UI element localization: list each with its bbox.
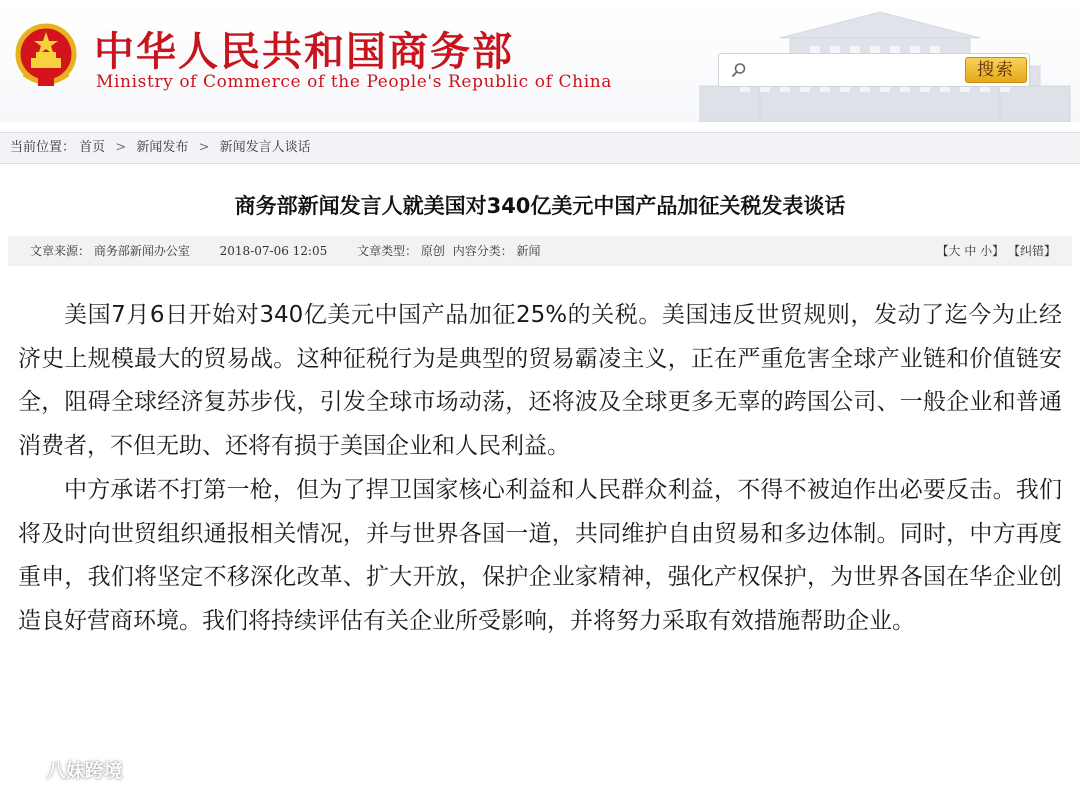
correction-link[interactable]: 【纠错】: [1007, 244, 1056, 258]
article-type: 文章类型： 原创: [357, 244, 445, 258]
search-icon: [731, 62, 747, 78]
search-box: [718, 53, 1030, 87]
article-paragraph: 中方承诺不打第一枪，但为了捍卫国家核心利益和人民群众利益，不得不被迫作出必要反击。我们将及时向世贸组织通报相关情况，并与世界各国一道，共同维护自由贸易和多边体制。同时，中方再度重申，我们将坚定不移深化改革、扩大开放，保护企业家精神，强化产权保护，为世界各国在华企业创造良好营商环境。我们将持续评估有关企业所受影响，并将努力采取有效措施帮助企业。: [18, 477, 1062, 634]
article-meta-bar: [8, 236, 1072, 266]
article-source: 文章来源： 商务部新闻办公室: [30, 244, 190, 258]
site-subtitle: Ministry of Commerce of the People's Republic of China: [96, 72, 613, 92]
breadcrumb-separator: >: [115, 140, 127, 155]
watermark: [10, 756, 123, 785]
watermark-text: 八妹跨境: [46, 760, 123, 782]
watermark-logo-icon: [10, 759, 36, 785]
search-input[interactable]: [755, 58, 960, 82]
article-body: [18, 294, 1062, 644]
breadcrumb-label: 当前位置：: [10, 140, 76, 155]
national-emblem-icon: [14, 22, 78, 90]
site-header: [0, 0, 1080, 122]
breadcrumb-spokesperson-talk[interactable]: 新闻发言人谈话: [219, 140, 311, 155]
search-button[interactable]: 搜索: [965, 57, 1027, 83]
breadcrumb-news-release[interactable]: 新闻发布: [136, 140, 189, 155]
breadcrumb-home[interactable]: 首页: [79, 140, 106, 155]
breadcrumb-separator: >: [198, 140, 210, 155]
breadcrumb: [0, 132, 1080, 164]
site-title: 中华人民共和国商务部: [94, 29, 514, 75]
article-date: 2018-07-06 12:05: [219, 244, 328, 258]
article-title: 商务部新闻发言人就美国对340亿美元中国产品加征关税发表谈话: [234, 194, 846, 218]
font-size-toggle[interactable]: 【大 中 小】: [936, 244, 1005, 258]
article-category: 内容分类： 新闻: [452, 244, 541, 258]
article-paragraph: 美国7月6日开始对340亿美元中国产品加征25%的关税。美国违反世贸规则，发动了迄今为止经济史上规模最大的贸易战。这种征税行为是典型的贸易霸凌主义，正在严重危害全球产业链和价值链安全，阻碍全球经济复苏步伐，引发全球市场动荡，还将波及全球更多无辜的跨国公司、一般企业和普通消费者，不但无助、还将有损于美国企业和人民利益。: [18, 302, 1062, 459]
